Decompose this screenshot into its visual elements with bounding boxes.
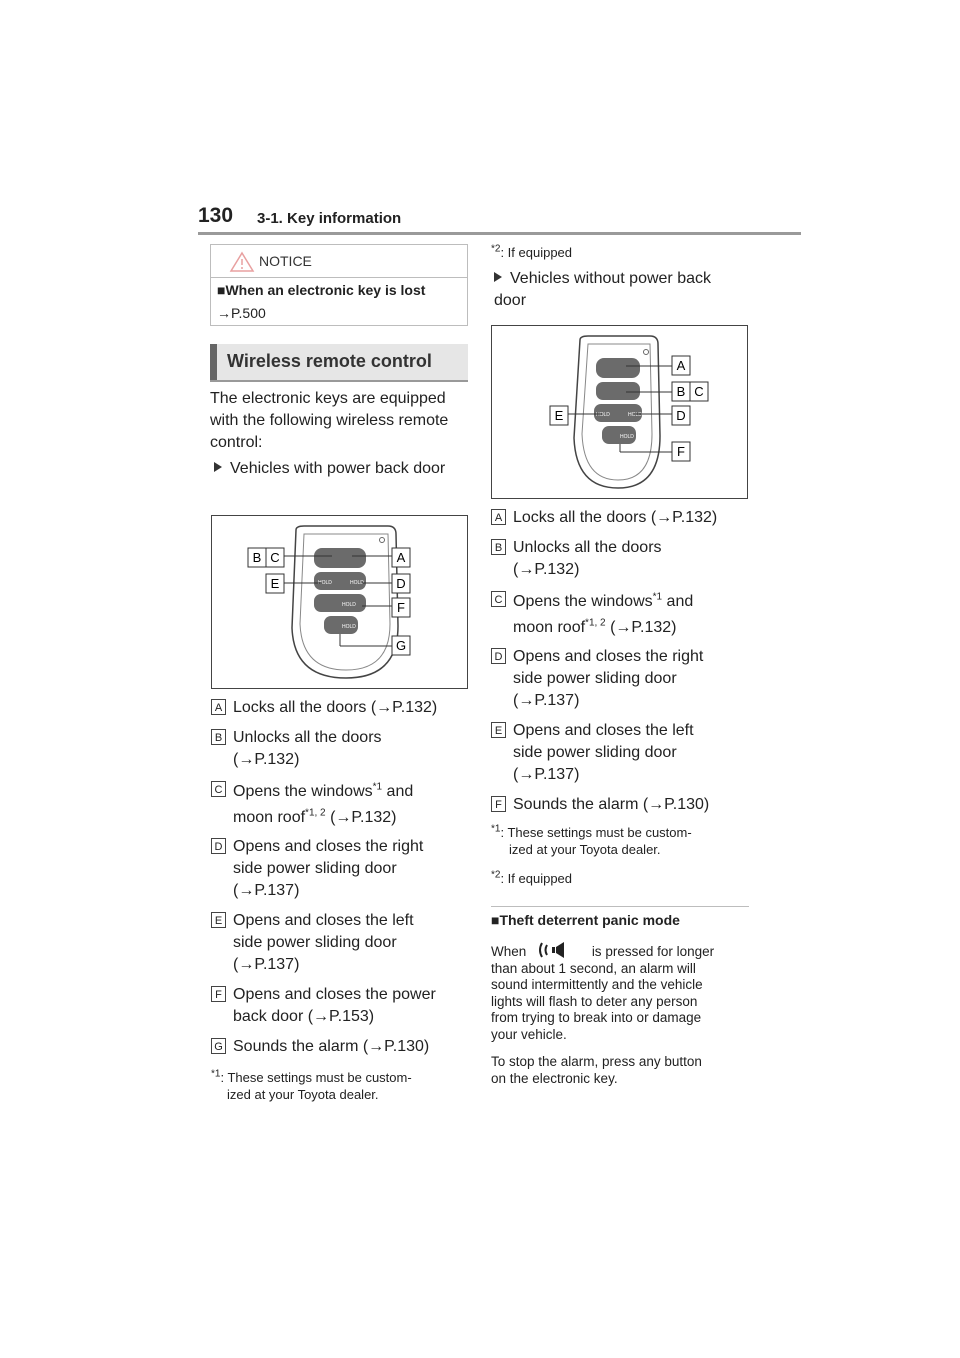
item-label: C: [491, 591, 506, 607]
left-footnote-1: $^{*1}$: These settings must be custom- ized at your Toyota dealer.: [211, 1068, 412, 1102]
svg-text:B: B: [676, 384, 686, 399]
item-text: Opens and closes the power back door (→P.153): [233, 986, 436, 1025]
triangle-bullet-icon: [214, 462, 222, 472]
alarm-button-icon: [536, 940, 582, 960]
item-text: Sounds the alarm (→P.130): [513, 796, 710, 813]
key-illustration-power-back-door: [212, 516, 467, 688]
item-text: Unlocks all the doors (→P.132): [233, 729, 382, 768]
svg-text:D: D: [676, 408, 686, 423]
section-rule: [210, 380, 468, 382]
left-heading: [214, 458, 454, 480]
svg-text:A: A: [676, 358, 686, 373]
item-text: Unlocks all the doors (→P.132): [513, 539, 662, 578]
header-rule: [198, 232, 801, 235]
right-footnote-top: $^{*2}$: If equipped: [491, 243, 573, 260]
item-text: Opens and closes the left side power sliding door (→P.137): [233, 912, 414, 973]
svg-text:E: E: [270, 576, 280, 591]
figure-callout-b: [248, 548, 266, 567]
svg-text:C: C: [694, 384, 704, 399]
hold-label: HOLD: [628, 412, 642, 418]
item-text: Opens the windows$^{*1}$ and moon roof$^{*1, 2}$ (→P.132): [513, 591, 694, 636]
right-footnote-1: $^{*1}$: These settings must be custom- ized at your Toyota dealer.: [491, 823, 692, 857]
svg-text:F: F: [397, 600, 405, 615]
triangle-bullet-icon: [494, 272, 502, 282]
svg-text:B: B: [252, 550, 262, 565]
left-heading-text: Vehicles with power back door: [230, 460, 446, 477]
figure-callout-e: [550, 406, 568, 425]
item-label: E: [491, 722, 506, 738]
figure-callout-b: [672, 382, 690, 401]
notice-box: [210, 244, 468, 326]
key-figure-no-power-back-door: [491, 325, 748, 499]
figure-callout-a: [672, 356, 690, 375]
item-text: Opens and closes the left side power sliding door (→P.137): [513, 722, 694, 783]
svg-text:C: C: [270, 550, 280, 565]
right-heading-text: Vehicles without power back door: [494, 270, 711, 309]
notice-title: NOTICE: [259, 253, 312, 269]
hold-label: HOLD: [350, 580, 364, 586]
key-figure-power-back-door: [211, 515, 468, 689]
right-heading: [494, 268, 744, 312]
key-illustration-no-power-back-door: [492, 326, 747, 498]
hold-label: HOLD: [620, 434, 634, 440]
item-label: F: [491, 796, 506, 812]
figure-callout-f: [392, 598, 410, 617]
item-label: A: [491, 509, 506, 525]
intro-paragraph: The electronic keys are equipped with the following wireless remote control:: [210, 390, 449, 451]
hold-label: HOLD: [342, 602, 356, 608]
figure-callout-f: [672, 442, 690, 461]
item-label: B: [211, 729, 226, 745]
figure-callout-c: [266, 548, 284, 567]
item-label: D: [491, 648, 506, 664]
item-text: Opens the windows$^{*1}$ and moon roof$^{*1, 2}$ (→P.132): [233, 781, 414, 826]
figure-callout-e: [266, 574, 284, 593]
right-footnote-2: $^{*2}$: If equipped: [491, 869, 573, 886]
item-label: D: [211, 838, 226, 854]
item-label: B: [491, 539, 506, 555]
warning-icon: [229, 251, 255, 273]
notice-reference-link[interactable]: →P.500: [217, 305, 266, 321]
svg-text:E: E: [554, 408, 564, 423]
svg-text:G: G: [395, 638, 407, 653]
hold-label: HOLD: [342, 624, 356, 630]
item-text: Opens and closes the right side power sliding door (→P.137): [233, 838, 424, 899]
panic-heading: ■Theft deterrent panic mode: [491, 912, 680, 928]
item-text: Sounds the alarm (→P.130): [233, 1038, 430, 1055]
notice-header: [211, 245, 467, 278]
item-text: Locks all the doors (→P.132): [513, 509, 718, 526]
chapter-title: 3-1. Key information: [257, 210, 402, 227]
item-label: E: [211, 912, 226, 928]
svg-text:F: F: [677, 444, 685, 459]
notice-subheading: ■When an electronic key is lost: [217, 282, 426, 298]
figure-callout-a: [392, 548, 410, 567]
panic-paragraph-1: When is pressed for longer than about 1 second, an alarm will sound intermittently and the vehicle lights will flash to deter any person from trying to break into or damage your vehicle.: [491, 940, 753, 1043]
hold-label: HOLD: [596, 412, 610, 418]
item-label: F: [211, 986, 226, 1002]
hold-label: HOLD: [318, 580, 332, 586]
item-label: G: [211, 1038, 226, 1054]
figure-callout-d: [672, 406, 690, 425]
figure-callout-c: [690, 382, 708, 401]
figure-callout-g: [392, 636, 410, 655]
page-number: 130: [198, 204, 234, 227]
item-text: Locks all the doors (→P.132): [233, 699, 438, 716]
figure-callout-d: [392, 574, 410, 593]
svg-text:A: A: [396, 550, 406, 565]
svg-text:D: D: [396, 576, 406, 591]
section-title-bar: [210, 344, 468, 380]
panic-paragraph-2: To stop the alarm, press any button on the electronic key.: [491, 1054, 702, 1086]
item-text: Opens and closes the right side power sliding door (→P.137): [513, 648, 704, 709]
panic-divider: [491, 906, 749, 907]
item-label: A: [211, 699, 226, 715]
section-title: Wireless remote control: [227, 351, 432, 371]
item-label: C: [211, 781, 226, 797]
